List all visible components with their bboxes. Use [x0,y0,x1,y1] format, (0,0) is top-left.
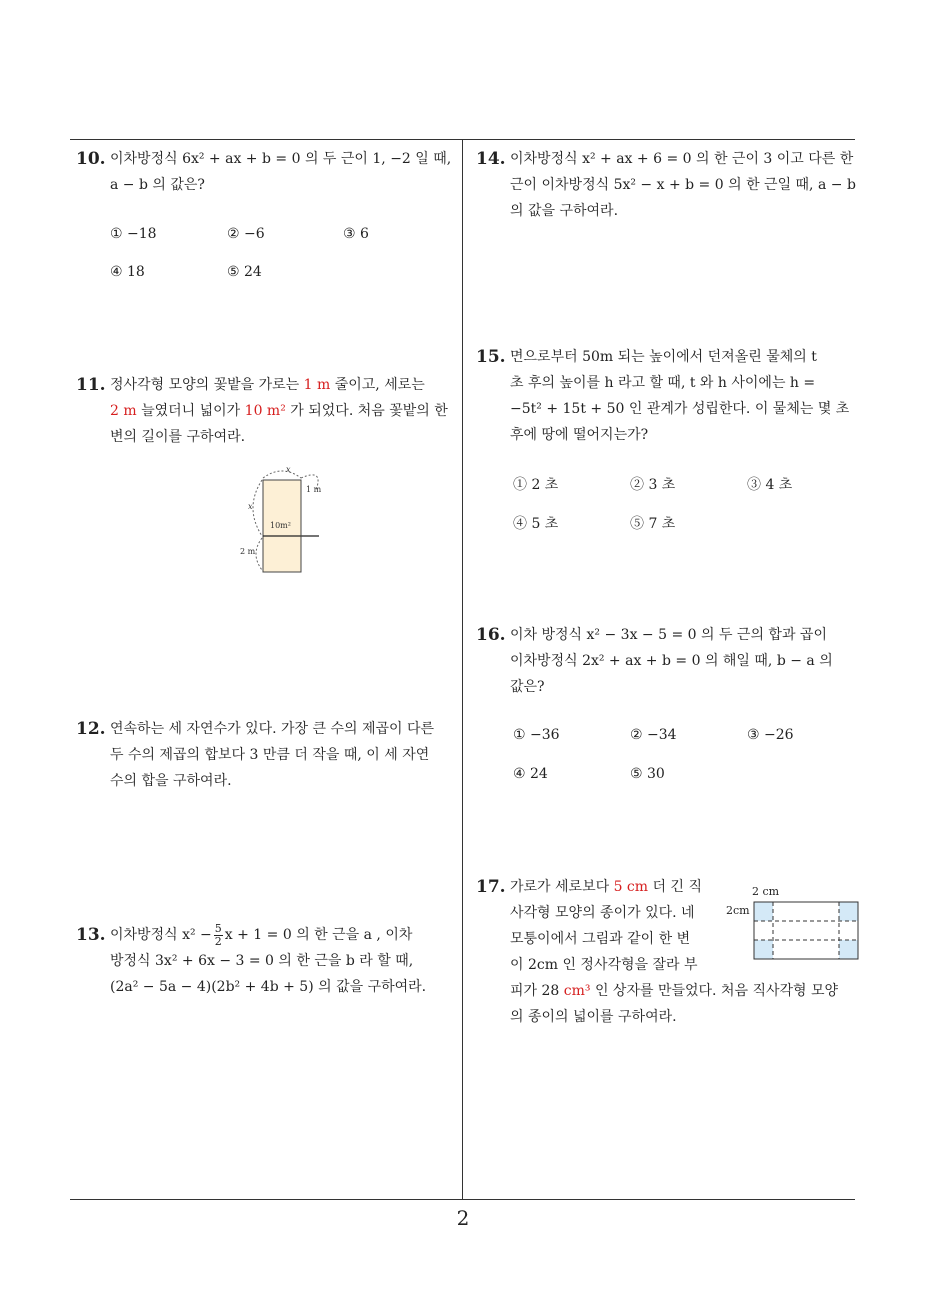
question-number: 13. [76,925,106,945]
question-text: 정사각형 모양의 꽃밭을 가로는 [110,377,304,393]
choice[interactable]: ① −18 [110,226,157,242]
question-text: 수의 합을 구하여라. [110,773,232,789]
question-text: x + 1 = 0 의 한 근을 a , 이차 [224,927,413,943]
question-text: 늘였더니 넓이가 [136,403,245,419]
question-11 [76,372,456,450]
question-text: 이 2cm 인 정사각형을 잘라 부 [510,957,698,973]
question-text: 값은? [510,679,545,695]
question-text: 의 값을 구하여라. [510,203,619,219]
question-text: −5t² + 15t + 50 인 관계가 성립한다. 이 물체는 몇 초 [510,401,850,417]
question-text: 연속하는 세 자연수가 있다. 가장 큰 수의 제곱이 다른 [110,721,435,737]
question-number: 15. [476,347,506,367]
fig-label-left: x [248,502,253,511]
fraction-numerator: 5 [214,921,222,935]
question-text: 면으로부터 50m 되는 높이에서 던져올린 물체의 t [510,349,817,365]
choice[interactable]: ⑤ 24 [227,264,262,280]
fig-label-area: 10m² [270,521,291,530]
length-value: 5 cm [613,879,649,895]
question-number: 17. [476,877,506,897]
bottom-rule [70,1199,855,1200]
choice[interactable]: ② 3 초 [630,477,676,493]
fig-label-bottom: 2 m [240,547,256,556]
choice[interactable]: ② −34 [630,727,677,743]
fig-label-top: x [286,465,291,474]
paper-box-figure [722,880,862,964]
choice[interactable]: ⑤ 7 초 [630,516,676,532]
question-text: 이차방정식 6x² + ax + b = 0 의 두 근이 1, −2 일 때, [110,151,452,167]
question-number: 11. [76,375,106,395]
choice[interactable]: ③ 6 [343,226,369,242]
fraction-denominator: 2 [214,934,222,948]
question-text: 방정식 3x² + 6x − 3 = 0 의 한 근을 b 라 할 때, [110,953,414,969]
question-text: 두 수의 제곱의 합보다 3 만큼 더 작을 때, 이 세 자연 [110,747,430,763]
question-text: 피가 28 [510,983,564,999]
question-text: 초 후의 높이를 h 라고 할 때, t 와 h 사이에는 h = [510,375,816,391]
length-value: 1 m [303,377,331,393]
choice[interactable]: ④ 24 [513,766,548,782]
fig-label-right: 1 m [306,485,322,494]
question-number: 16. [476,625,506,645]
question-text: 의 종이의 넓이를 구하여라. [510,1009,677,1025]
choice[interactable]: ③ 4 초 [747,477,793,493]
choice[interactable]: ① 2 초 [513,477,559,493]
question-text: a − b 의 값은? [110,177,205,193]
garden-figure [236,462,326,576]
choice[interactable]: ④ 18 [110,264,145,280]
fig-label-left: 2cm [726,904,750,917]
question-text: 이차 방정식 x² − 3x − 5 = 0 의 두 근의 합과 곱이 [510,627,827,643]
choice[interactable]: ① −36 [513,727,560,743]
question-number: 14. [476,149,506,169]
question-text: 사각형 모양의 종이가 있다. 네 [510,905,695,921]
page-number: 2 [456,1206,470,1230]
question-text: 가로가 세로보다 [510,879,614,895]
question-text: 더 긴 직 [648,879,702,895]
choice[interactable]: ⑤ 30 [630,766,665,782]
question-text: 이차방정식 x² + ax + 6 = 0 의 한 근이 3 이고 다른 한 [510,151,854,167]
question-text: 변의 길이를 구하여라. [110,429,246,445]
question-15 [476,344,860,448]
length-value: 2 m [110,403,137,419]
question-12 [76,716,456,794]
choice[interactable]: ② −6 [227,226,265,242]
question-text: 이차방정식 x² − [110,927,212,943]
area-value: 10 m² [244,403,286,419]
choice[interactable]: ③ −26 [747,727,794,743]
question-text: 가 되었다. 처음 꽃밭의 한 [285,403,448,419]
question-text: 이차방정식 2x² + ax + b = 0 의 해일 때, b − a 의 [510,653,833,669]
question-text: 근이 이차방정식 5x² − x + b = 0 의 한 근일 때, a − b [510,177,856,193]
question-14 [476,146,860,224]
question-10 [76,146,456,198]
question-text: 모퉁이에서 그림과 같이 한 변 [510,931,691,947]
question-number: 12. [76,719,106,739]
fig-label-top: 2 cm [752,885,780,898]
question-16 [476,622,860,700]
volume-unit: cm³ [563,983,591,999]
question-number: 10. [76,149,106,169]
choice[interactable]: ④ 5 초 [513,516,559,532]
question-text: (2a² − 5a − 4)(2b² + 4b + 5) 의 값을 구하여라. [110,979,427,995]
question-text: 인 상자를 만들었다. 처음 직사각형 모양 [590,983,839,999]
question-text: 후에 땅에 떨어지는가? [510,427,649,443]
fraction [214,923,223,948]
question-13 [76,922,456,1000]
question-text: 줄이고, 세로는 [330,377,425,393]
column-divider [462,139,463,1200]
